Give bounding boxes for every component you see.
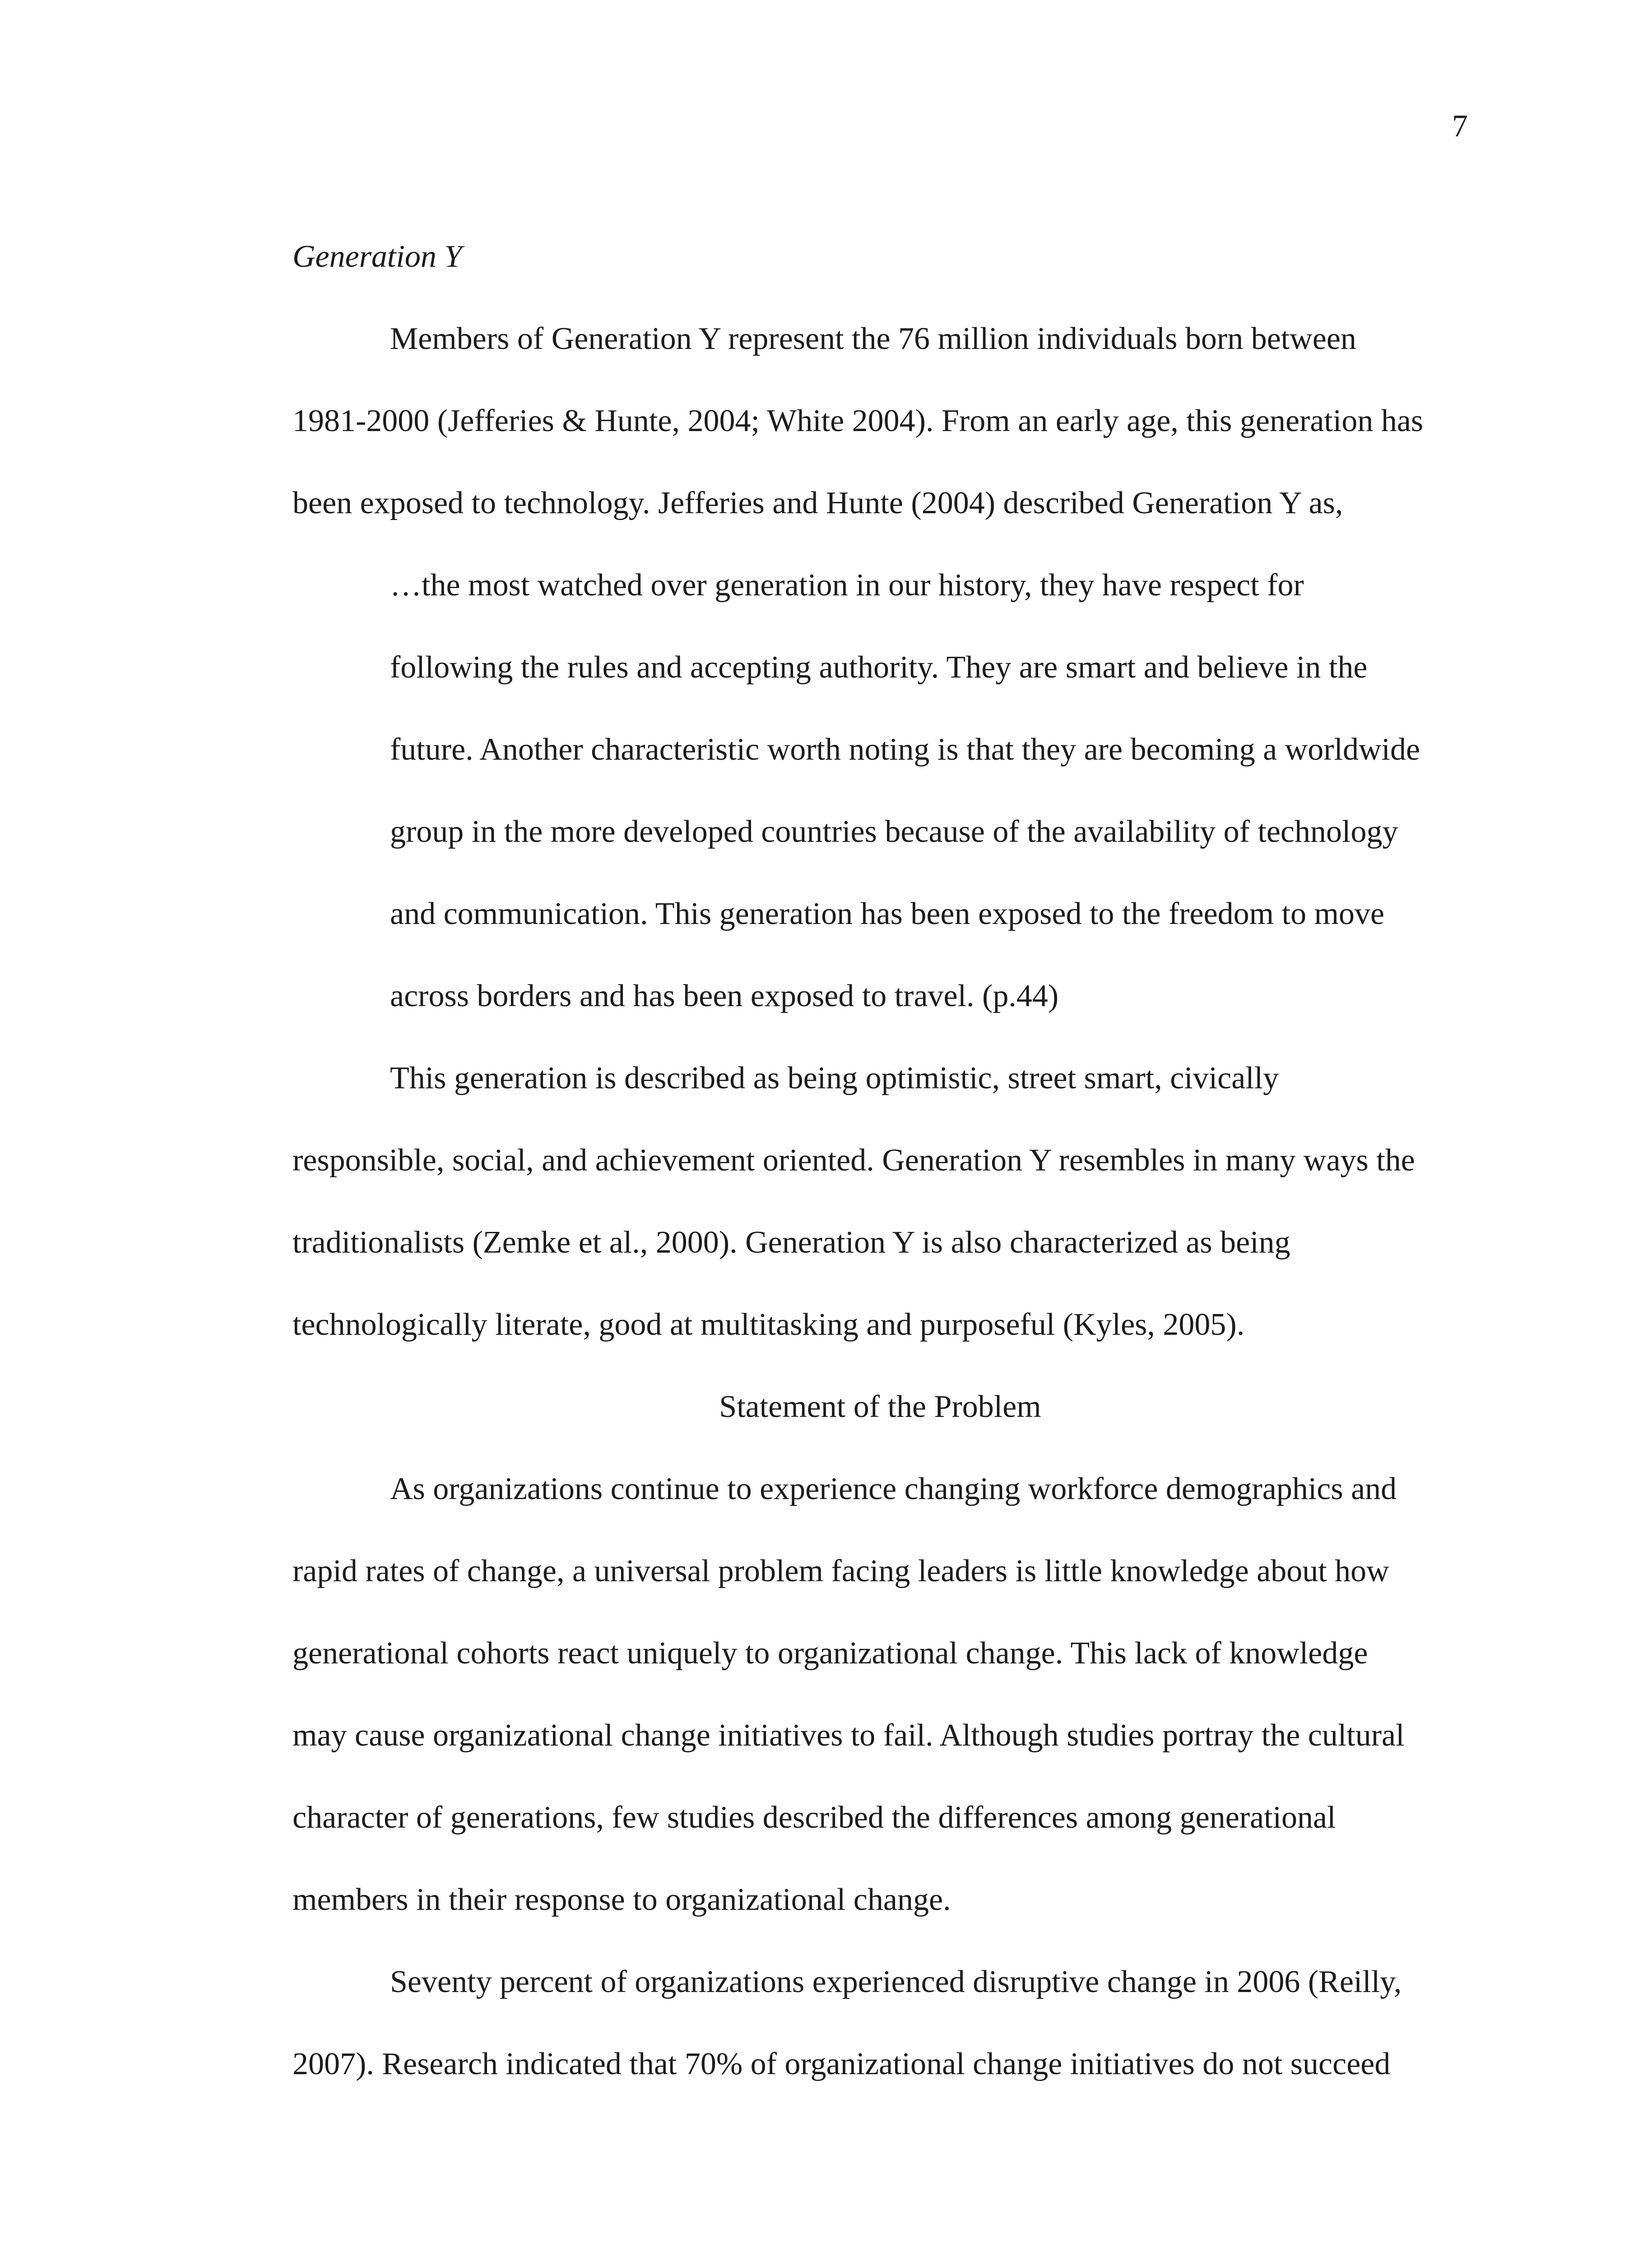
text-line: rapid rates of change, a universal problem facing leaders is little knowledge about how — [292, 1554, 1389, 1588]
text-line: traditionalists (Zemke et al., 2000). Generation Y is also characterized as being — [292, 1225, 1290, 1260]
quote-line: following the rules and accepting authority. They are smart and believe in the — [390, 650, 1368, 685]
quote-line: future. Another characteristic worth noting is that they are becoming a worldwide — [390, 732, 1420, 767]
paragraph-problem-statement — [292, 1448, 1468, 1941]
quote-line: group in the more developed countries because of the availability of technology — [390, 814, 1398, 849]
section-subheading: Generation Y — [292, 239, 462, 274]
quote-line: across borders and has been exposed to travel. (p.44) — [390, 979, 1059, 1013]
text-line: Members of Generation Y represent the 76 million individuals born between — [390, 321, 1356, 356]
section-heading: Statement of the Problem — [719, 1389, 1041, 1424]
text-line: generational cohorts react uniquely to organizational change. This lack of knowledge — [292, 1636, 1368, 1671]
quote-line: and communication. This generation has been exposed to the freedom to move — [390, 896, 1385, 931]
text-line: technologically literate, good at multitasking and purposeful (Kyles, 2005). — [292, 1307, 1245, 1342]
paragraph-generation-y-intro — [292, 298, 1468, 544]
text-line: members in their response to organizational change. — [292, 1882, 951, 1917]
text-line: 1981-2000 (Jefferies & Hunte, 2004; White 2004). From an early age, this generation has — [292, 404, 1424, 438]
text-line: 2007). Research indicated that 70% of organizational change initiatives do not succeed — [292, 2047, 1391, 2081]
text-line: may cause organizational change initiatives to fail. Although studies portray the cultural — [292, 1718, 1405, 1753]
block-quote — [292, 544, 1468, 1037]
text-line: responsible, social, and achievement oriented. Generation Y resembles in many ways the — [292, 1143, 1415, 1178]
page-number: 7 — [1452, 109, 1468, 144]
text-line: This generation is described as being optimistic, street smart, civically — [390, 1061, 1279, 1096]
text-line: character of generations, few studies described the differences among generational — [292, 1800, 1336, 1835]
text-line: As organizations continue to experience changing workforce demographics and — [390, 1472, 1397, 1506]
text-line: Seventy percent of organizations experienced disruptive change in 2006 (Reilly, — [390, 1964, 1402, 1999]
paragraph-change-statistics — [292, 1941, 1468, 2105]
text-line: been exposed to technology. Jefferies and Hunte (2004) described Generation Y as, — [292, 486, 1343, 520]
quote-line: …the most watched over generation in our history, they have respect for — [390, 568, 1304, 603]
page-content — [292, 216, 1468, 2105]
paragraph-generation-y-traits — [292, 1037, 1468, 1366]
